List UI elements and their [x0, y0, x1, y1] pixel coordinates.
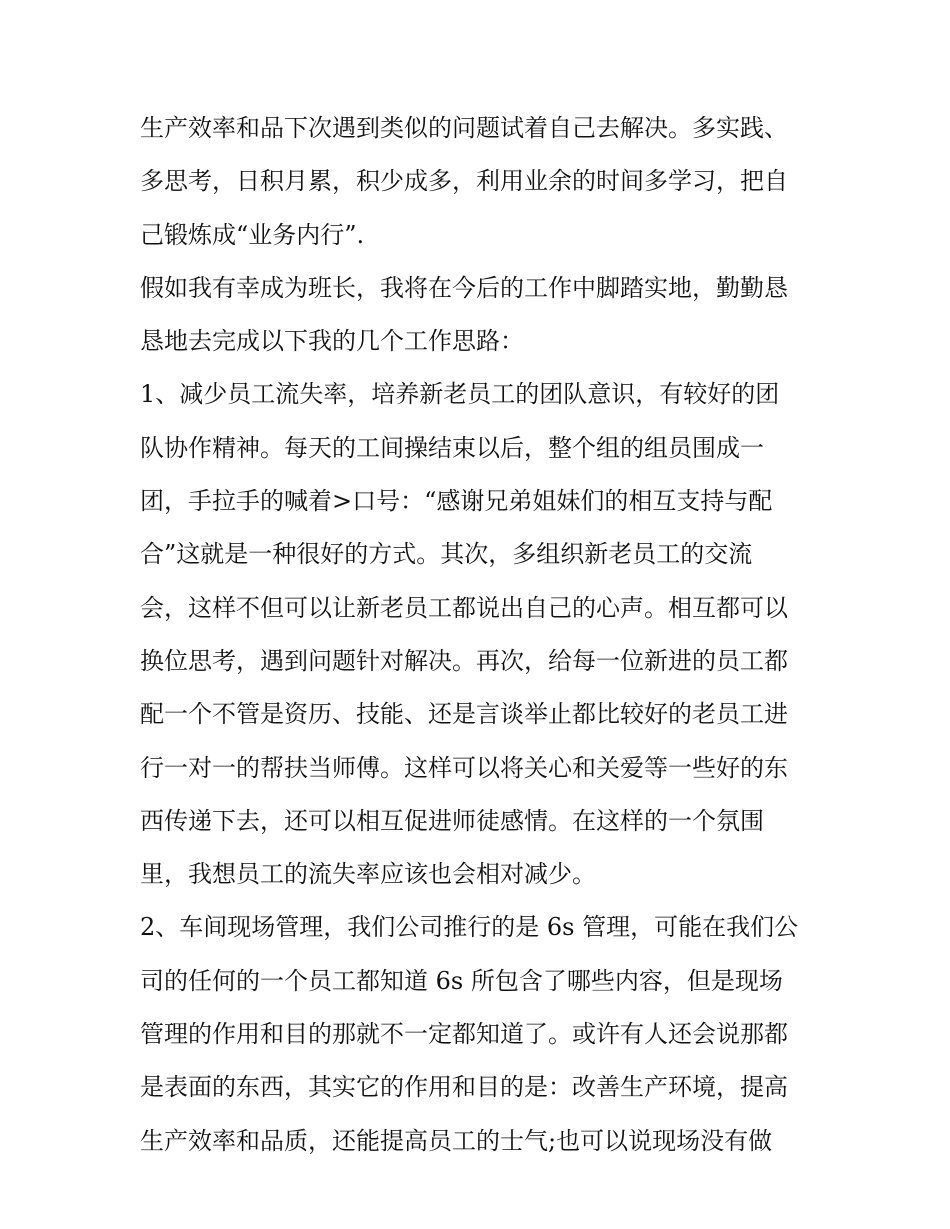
text-line: 恳地去完成以下我的几个工作思路：	[140, 327, 524, 356]
text-line: 1、减少员工流失率，培养新老员工的团队意识，有较好的团	[140, 380, 780, 409]
text-line: 是表面的东西，其实它的作用和目的是：改善生产环境，提高	[140, 1073, 788, 1102]
text-line: 司的任何的一个员工都知道 6s 所包含了哪些内容，但是现场	[140, 966, 783, 995]
text-line: 西传递下去，还可以相互促进师徒感情。在这样的一个氛围	[140, 806, 764, 835]
text-line: 团，手拉手的喊着>口号：“感谢兄弟姐妹们的相互支持与配	[140, 487, 773, 516]
text-line: 假如我有幸成为班长，我将在今后的工作中脚踏实地，勤勤恳	[140, 273, 788, 302]
text-line: 里，我想员工的流失率应该也会相对减少。	[140, 860, 596, 889]
text-line: 2、车间现场管理，我们公司推行的是 6s 管理，可能在我们公	[140, 913, 799, 942]
text-line: 管理的作用和目的那就不一定都知道了。或许有人还会说那都	[140, 1020, 788, 1049]
text-line: 队协作精神。每天的工间操结束以后，整个组的组员围成一	[140, 433, 764, 462]
text-line: 多思考，日积月累，积少成多，利用业余的时间多学习，把自	[140, 167, 788, 196]
text-line: 生产效率和品质，还能提高员工的士气;也可以说现场没有做	[140, 1126, 773, 1155]
body-text	[140, 102, 830, 1168]
text-line: 己锻炼成“业务内行”.	[140, 220, 365, 249]
text-line: 会，这样不但可以让新老员工都说出自己的心声。相互都可以	[140, 593, 788, 622]
text-line: 行一对一的帮扶当师傅。这样可以将关心和关爱等一些好的东	[140, 753, 788, 782]
text-line: 换位思考，遇到问题针对解决。再次，给每一位新进的员工都	[140, 646, 788, 675]
text-line: 配一个不管是资历、技能、还是言谈举止都比较好的老员工进	[140, 700, 788, 729]
text-line: 生产效率和品下次遇到类似的问题试着自己去解决。多实践、	[140, 114, 788, 142]
text-line: 合”这就是一种很好的方式。其次，多组织新老员工的交流	[140, 540, 753, 569]
